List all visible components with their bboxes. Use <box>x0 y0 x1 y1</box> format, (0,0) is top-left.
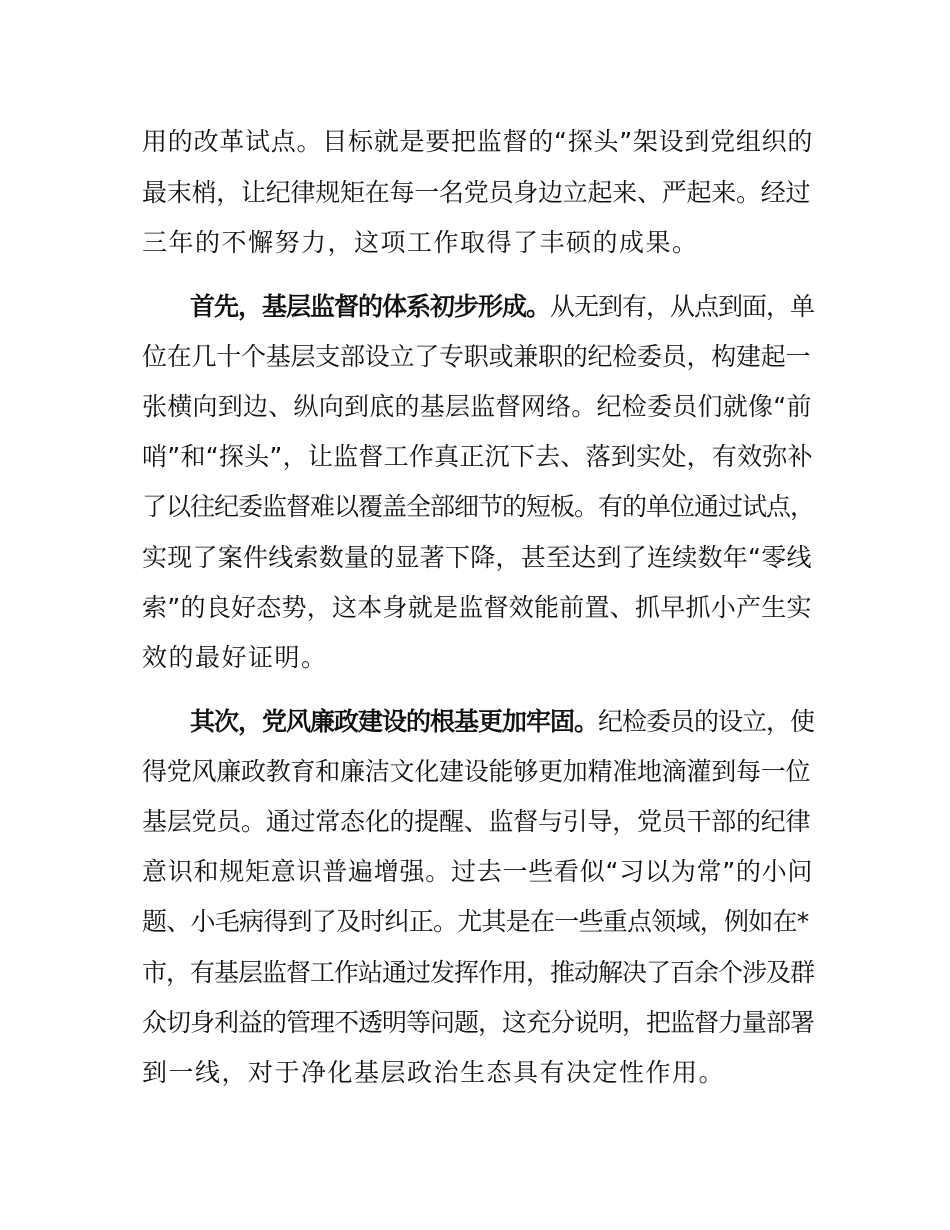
paragraph-2-first-line <box>190 292 814 322</box>
paragraph-3-line-2: 得党风廉政教育和廉洁文化建设能够更加精准地滴灌到每一位 <box>142 757 811 786</box>
paragraph-3-line-3: 基层党员。通过常态化的提醒、监督与引导，党员干部的纪律 <box>142 807 811 836</box>
paragraph-2-line-2: 位在几十个基层支部设立了专职或兼职的纪检委员，构建起一 <box>142 342 811 371</box>
paragraph-3-first-line-text: 纪检委员的设立，使 <box>598 707 815 736</box>
paragraph-2-line-3: 张横向到边、纵向到底的基层监督网络。纪检委员们就像“前 <box>142 392 812 421</box>
paragraph-2-first-line-text: 从无到有，从点到面，单 <box>550 292 815 321</box>
paragraph-2-heading: 首先，基层监督的体系初步形成。 <box>190 292 551 321</box>
paragraph-2-line-7: 索”的良好态势，这本身就是监督效能前置、抓早抓小产生实 <box>142 593 812 622</box>
paragraph-1-line-3: 三年的不懈努力，这项工作取得了丰硕的成果。 <box>142 228 699 257</box>
paragraph-3-line-6: 市，有基层监督工作站通过发挥作用，推动解决了百余个涉及群 <box>142 958 815 987</box>
paragraph-3-first-line <box>190 707 814 737</box>
paragraph-2-line-6: 实现了案件线索数量的显著下降，甚至达到了连续数年“零线 <box>142 543 812 572</box>
paragraph-3-line-8: 到一线，对于净化基层政治生态具有决定性作用。 <box>142 1058 726 1087</box>
paragraph-1-line-1: 用的改革试点。目标就是要把监督的“探头”架设到党组织的 <box>142 127 814 156</box>
paragraph-2-line-8: 效的最好证明。 <box>142 643 328 672</box>
paragraph-3-line-7: 众切身利益的管理不透明等问题，这充分说明，把监督力量部署 <box>142 1008 815 1037</box>
paragraph-3-line-4: 意识和规矩意识普遍增强。过去一些看似“习以为常”的小问 <box>142 857 814 886</box>
paragraph-1-line-2: 最末梢，让纪律规矩在每一名党员身边立起来、严起来。经过 <box>142 178 811 207</box>
paragraph-2-line-4: 哨”和“探头”，让监督工作真正沉下去、落到实处，有效弥补 <box>142 442 813 471</box>
paragraph-3-line-5: 题、小毛病得到了及时纠正。尤其是在一些重点领域，例如在* <box>142 907 809 936</box>
paragraph-3-heading: 其次，党风廉政建设的根基更加牢固。 <box>190 707 599 736</box>
paragraph-2-line-5: 了以往纪委监督难以覆盖全部细节的短板。有的单位通过试点， <box>142 492 815 521</box>
